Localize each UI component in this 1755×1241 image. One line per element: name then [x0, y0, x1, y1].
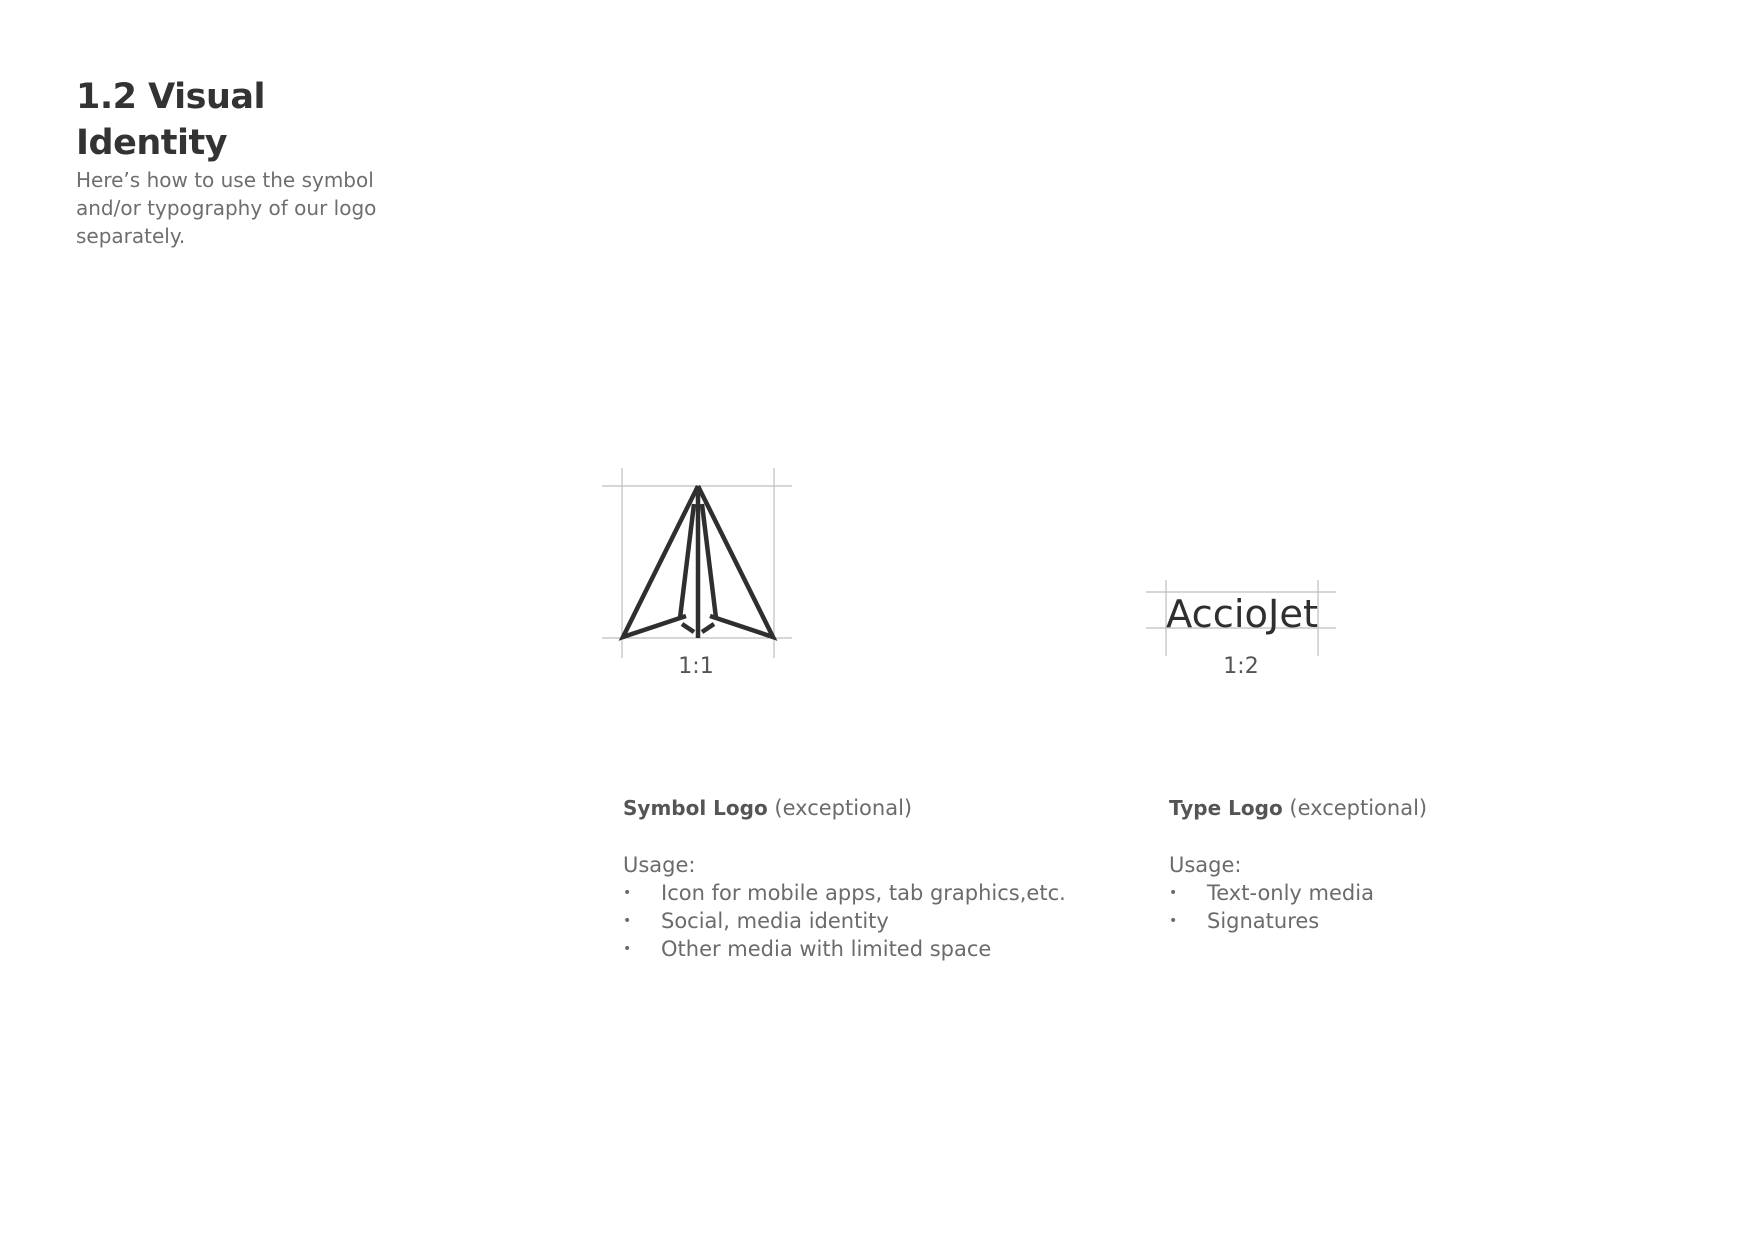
bullet-icon: • [1169, 885, 1178, 901]
type-usage-list [1169, 879, 1649, 935]
bullet-icon: • [623, 885, 632, 901]
list-item: • Icon for mobile apps, tab graphics,etc. [623, 881, 1066, 905]
type-logo-wordmark [1146, 580, 1338, 660]
symbol-ratio-label: 1:1 [678, 654, 714, 679]
symbol-logo-note: (exceptional) [774, 796, 913, 820]
symbol-usage-list [623, 879, 1103, 963]
type-logo-name: Type Logo [1169, 796, 1283, 820]
type-logo-note: (exceptional) [1289, 796, 1428, 820]
page-header [76, 74, 416, 250]
bullet-icon: • [623, 913, 632, 929]
list-item: • Social, media identity [623, 909, 889, 933]
type-ratio-label: 1:2 [1223, 654, 1259, 679]
symbol-usage-label: Usage: [623, 853, 696, 877]
bullet-icon: • [1169, 913, 1178, 929]
paper-jet-mark [623, 486, 773, 638]
list-item: • Signatures [1169, 909, 1320, 933]
page-subtitle: Here’s how to use the symbol and/or typography of our logo separately. [76, 168, 377, 248]
wordmark-text: AccioJet [1166, 592, 1318, 636]
symbol-logo-icon [602, 468, 794, 660]
symbol-logo-description [623, 794, 1103, 963]
type-logo-heading [1169, 794, 1649, 822]
symbol-logo-heading [623, 794, 1103, 822]
list-item: • Other media with limited space [623, 937, 992, 961]
type-usage-label: Usage: [1169, 853, 1242, 877]
bullet-icon: • [623, 941, 632, 957]
page-title: 1.2 Visual Identity [76, 77, 266, 163]
list-item: • Text-only media [1169, 881, 1374, 905]
symbol-logo-name: Symbol Logo [623, 796, 768, 820]
type-logo-description [1169, 794, 1649, 935]
